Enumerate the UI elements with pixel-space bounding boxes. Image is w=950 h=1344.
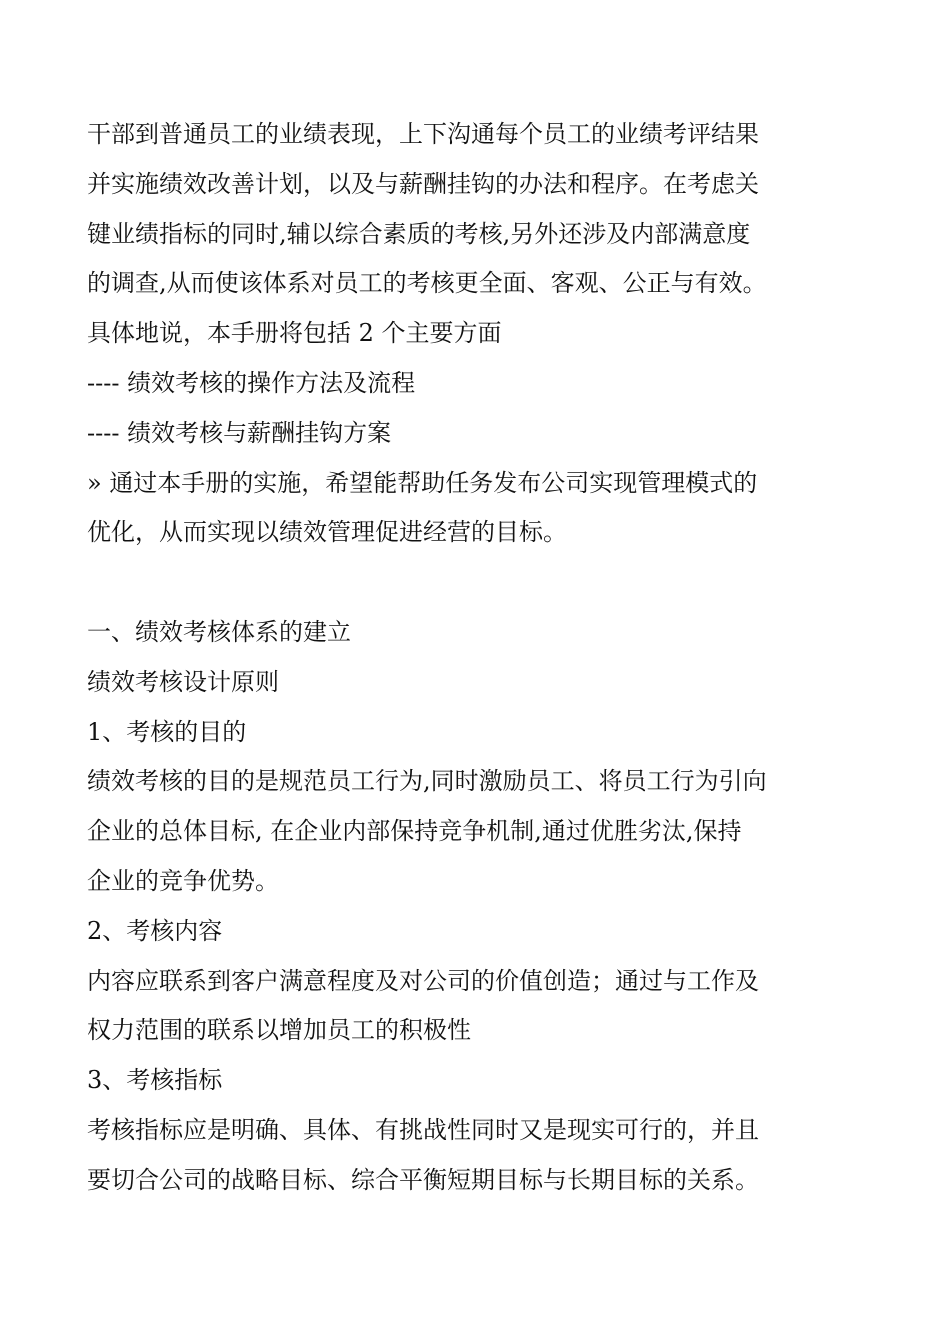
paragraph-line: 的调查,从而使该体系对员工的考核更全面、客观、公正与有效。 — [87, 269, 767, 298]
paragraph-line: 并实施绩效改善计划，以及与薪酬挂钩的办法和程序。在考虑关 — [87, 169, 759, 198]
blank-line — [87, 558, 877, 608]
paragraph-line: » 通过本手册的实施，希望能帮助任务发布公司实现管理模式的 — [87, 468, 758, 497]
paragraph-line: 干部到普通员工的业绩表现，上下沟通每个员工的业绩考评结果 — [87, 120, 759, 148]
paragraph-line: 要切合公司的战略目标、综合平衡短期目标与长期目标的关系。 — [87, 1165, 759, 1194]
paragraph-line: 内容应联系到客户满意程度及对公司的价值创造；通过与工作及 — [87, 966, 759, 995]
list-item: ---- 绩效考核与薪酬挂钩方案 — [87, 418, 392, 447]
paragraph-line: 权力范围的联系以增加员工的积极性 — [87, 1016, 471, 1045]
section-heading: 一、绩效考核体系的建立 — [87, 617, 351, 646]
paragraph-line: 企业的总体目标, 在企业内部保持竞争机制,通过优胜劣汰,保持 — [87, 817, 742, 846]
subsection-heading: 绩效考核设计原则 — [87, 667, 279, 696]
paragraph-line: 企业的竞争优势。 — [87, 866, 279, 895]
item-heading: 1、考核的目的 — [87, 717, 247, 746]
paragraph-line: 具体地说，本手册将包括 2 个主要方面 — [87, 319, 502, 348]
document-body — [87, 110, 877, 1206]
paragraph-line: 考核指标应是明确、具体、有挑战性同时又是现实可行的，并且 — [87, 1115, 759, 1144]
paragraph-line: 绩效考核的目的是规范员工行为,同时激励员工、将员工行为引向 — [87, 767, 767, 796]
paragraph-line: 键业绩指标的同时,辅以综合素质的考核,另外还涉及内部满意度 — [87, 219, 751, 248]
list-item: ---- 绩效考核的操作方法及流程 — [87, 368, 416, 397]
paragraph-line: 优化，从而实现以绩效管理促进经营的目标。 — [87, 518, 567, 547]
item-heading: 2、考核内容 — [87, 916, 223, 945]
item-heading: 3、考核指标 — [87, 1066, 223, 1095]
